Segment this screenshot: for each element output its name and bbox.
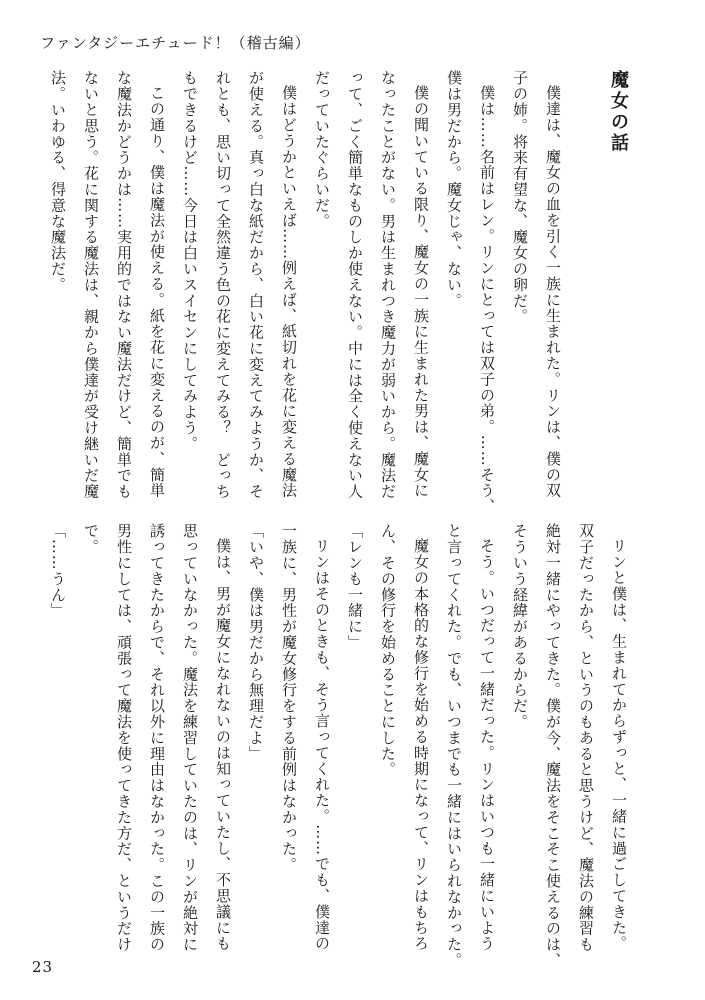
text-block-bottom: [41, 523, 635, 969]
text-line: そういう経緯があるからだ。: [511, 523, 529, 730]
text-line: 魔女の本格的な修行を始める時期になって、リンはもちろ: [412, 538, 430, 952]
text-line: 僕は……名前はレン。リンにとっては双子の弟。……そう、: [478, 85, 496, 515]
text-line: って、ごく簡単なものしか使えない。中には全く使えない人: [346, 70, 364, 500]
dialogue-line: 「……うん」: [49, 523, 67, 619]
text-line: 一族に、男性が魔女修行をする前例はなかった。: [280, 523, 298, 873]
text-block-top: [41, 70, 635, 515]
text-line: 僕はどうかといえば……例えば、紙切れを花に変える魔法: [280, 85, 298, 499]
text-line: 絶対一緒にやってきた。僕が今、魔法をそこそこ使えるのは、: [544, 523, 562, 969]
text-line: ないと思う。花に関する魔法は、親から僕達が受け継いだ魔: [82, 70, 100, 500]
text-line: 僕は男だから。魔女じゃ、ない。: [445, 70, 463, 309]
text-line: もできるけど……今日は白いスイセンにしてみよう。: [181, 70, 199, 452]
text-line: で。: [82, 523, 100, 555]
text-line: 僕の聞いている限り、魔女の一族に生まれた男は、魔女に: [412, 85, 430, 499]
text-line: と言ってくれた。でも、いつまでも一緒にはいられなかった。: [445, 523, 463, 969]
running-header: ファンタジーエチュード！（稽古編）: [40, 34, 311, 52]
page-number: 23: [32, 958, 54, 976]
text-line: 双子だったから、というのもあると思うけど、魔法の練習も: [577, 523, 595, 953]
blank-line: [569, 70, 602, 515]
text-line: ん、その修行を始めることにした。: [379, 523, 397, 778]
chapter-title: 魔女の話: [608, 70, 629, 154]
text-line: 僕は、男が魔女になれないのは知っていたし、不思議にも: [214, 538, 232, 952]
text-line: 思っていなかった。魔法を練習していたのは、リンが絶対に: [181, 523, 199, 953]
text-line: れとも、思い切って全然違う色の花に変えてみる？ どっち: [214, 70, 232, 500]
text-line: 子の姉。将来有望な、魔女の卵だ。: [511, 70, 529, 325]
text-line: 法。いわゆる、得意な魔法だ。: [49, 70, 67, 293]
text-line: リンはそのときも、そう言ってくれた。……でも、僕達の: [313, 538, 331, 952]
text-line: 男性にしては、頑張って魔法を使ってきた方だ、というだけ: [115, 523, 133, 953]
text-line: な魔法かどうかは……実用的ではない魔法だけど、簡単でも: [115, 70, 133, 500]
text-line: リンと僕は、生まれてからずっと、一緒に過ごしてきた。: [610, 538, 628, 952]
text-line: が使える。真っ白な紙だから、白い花に変えてみようか、そ: [247, 70, 265, 500]
dialogue-line: 「レンも一緒に」: [346, 523, 364, 651]
text-line: だっていたぐらいだ。: [313, 70, 331, 229]
text-line: なったことがない。男は生まれつき魔力が弱いから。魔法だ: [379, 70, 397, 500]
text-line: 誘ってきたからで、それ以外に理由はなかった。この一族の: [148, 523, 166, 953]
dialogue-line: 「いや、僕は男だから無理だよ」: [247, 523, 265, 762]
text-line: そう。いつだって一緒だった。リンはいつも一緒にいよう: [478, 538, 496, 952]
text-line: この通り、僕は魔法が使える。紙を花に変えるのが、簡単: [148, 85, 166, 499]
text-line: 僕達は、魔女の血を引く一族に生まれた。リンは、僕の双: [544, 85, 562, 499]
